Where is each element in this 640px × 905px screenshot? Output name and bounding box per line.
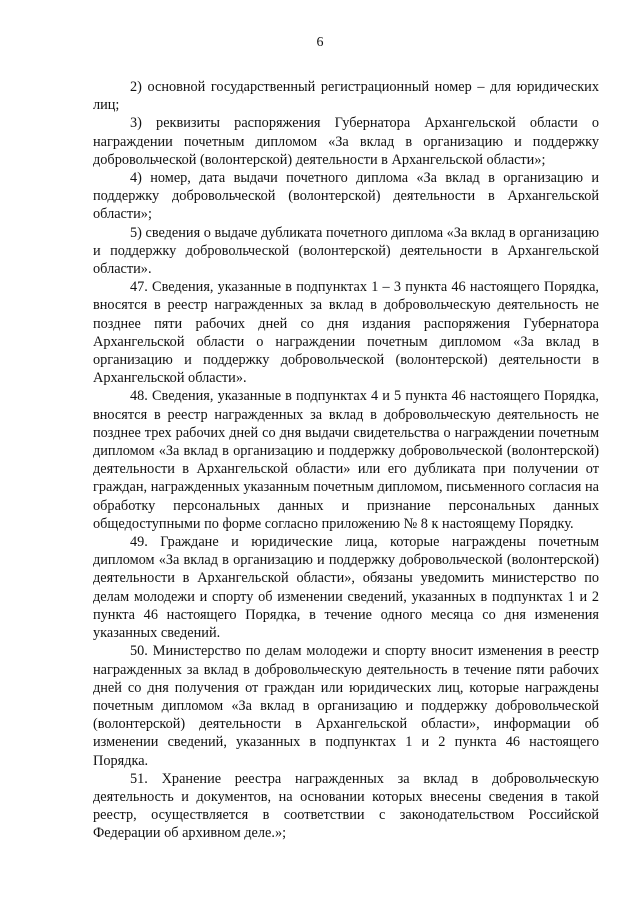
document-body [93,78,599,843]
paragraph-item-47: 47. Сведения, указанные в подпунктах 1 – 3 пункта 46 настоящего Порядка, вносятся в реестр награжденных за вклад в добровольческую деятельность не позднее пяти рабочих дней со дня издания распоряжения Губернатора Архангельской области о награждении почетным дипломом «За вклад в организацию и поддержку добровольческой (волонтерской) деятельности в Архангельской области». [93,279,599,387]
paragraph-subitem-4: 4) номер, дата выдачи почетного диплома «За вклад в организацию и поддержку добровольческой (волонтерской) деятельности в Архангельской области»; [93,170,599,223]
paragraph-item-48: 48. Сведения, указанные в подпунктах 4 и 5 пункта 46 настоящего Порядка, вносятся в реестр награжденных за вклад в добровольческую деятельность не позднее трех рабочих дней со дня выдачи свидетельства о награждении почетным дипломом «За вклад в организацию и поддержку добровольческой (волонтерской) деятельности в Архангельской области» или его дубликата при получении от граждан, награжденных указанным почетным дипломом, письменного согласия на обработку персональных данных и признание персональных данных общедоступными по форме согласно приложению № 8 к настоящему Порядку. [93,388,599,532]
paragraph-subitem-3: 3) реквизиты распоряжения Губернатора Архангельской области о награждении почетным дипломом «За вклад в организацию и поддержку добровольческой (волонтерской) деятельности в Архангельской области»; [93,115,599,168]
paragraph-subitem-5: 5) сведения о выдаче дубликата почетного диплома «За вклад в организацию и поддержку добровольческой (волонтерской) деятельности в Архангельской области». [93,224,600,278]
paragraph-item-51: 51. Хранение реестра награжденных за вклад в добровольческую деятельность и документов, на основании которых внесены сведения в такой реестр, осуществляется в соответствии с законодательством Российской Федерации об архивном деле.»; [93,770,599,842]
page-number: 6 [316,35,324,50]
paragraph-subitem-2: 2) основной государственный регистрационный номер – для юридических лиц; [93,79,599,114]
paragraph-item-50: 50. Министерство по делам молодежи и спорту вносит изменения в реестр награжденных за вклад в добровольческую деятельность в течение пяти рабочих дней со дня получения от граждан или юридических лиц, которые награждены почетным дипломом «За вклад в организацию и поддержку добровольческой (волонтерской) деятельности в Архангельской области», информации об изменении сведений, указанных в подпунктах 1 и 2 пункта 46 настоящего Порядка. [93,643,599,769]
paragraph-item-49: 49. Граждане и юридические лица, которые награждены почетным дипломом «За вклад в организацию и поддержку добровольческой (волонтерской) деятельности в Архангельской области», обязаны уведомить министерство по делам молодежи и спорту об изменении сведений, указанных в подпунктах 1 и 2 пункта 46 настоящего Порядка, в течение одного месяца со дня изменения указанных сведений. [93,534,599,642]
